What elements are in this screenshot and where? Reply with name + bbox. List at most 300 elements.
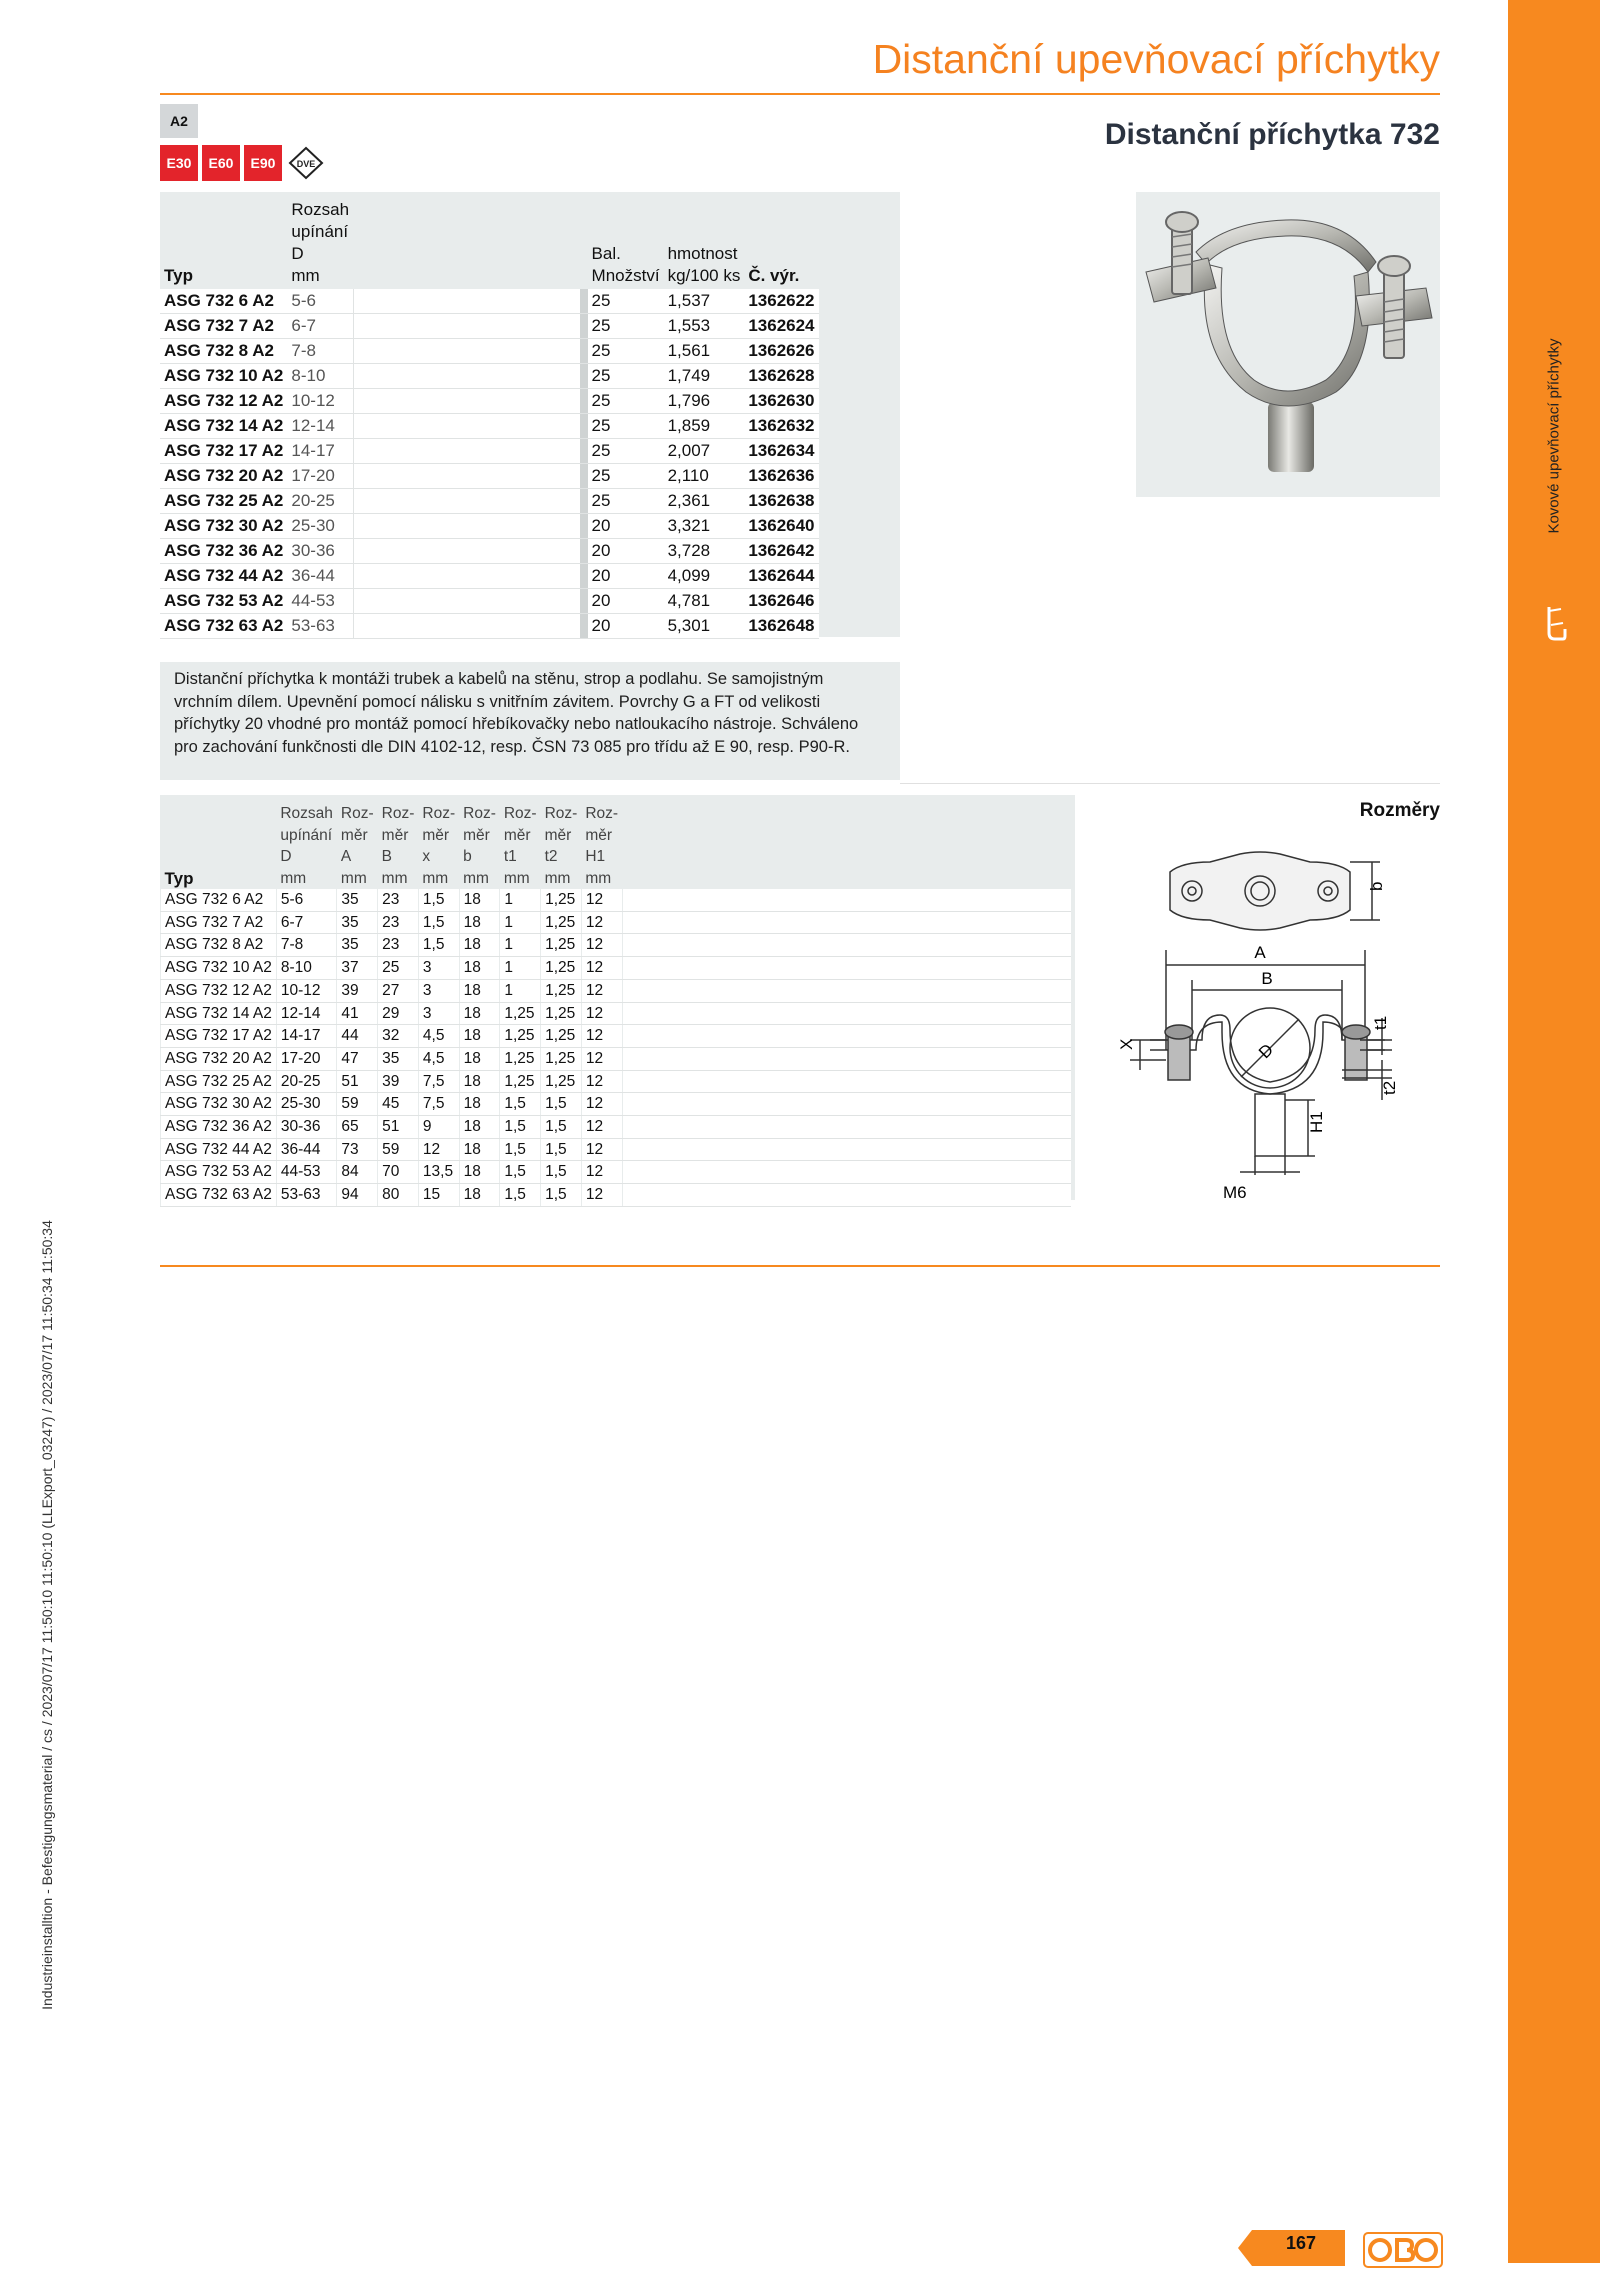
- dim-col-header: Roz- měr x mm: [422, 805, 456, 887]
- table-row: [160, 564, 819, 589]
- dim-cell: 1,5: [500, 1184, 541, 1207]
- table-row: [161, 1002, 1071, 1025]
- cell-qty: 20: [588, 564, 664, 589]
- dim-cell: 18: [459, 1116, 500, 1139]
- dim-cell: 1,5: [541, 1184, 582, 1207]
- cell-spacer: [353, 539, 580, 564]
- table-row: [161, 979, 1071, 1002]
- table-row: [161, 957, 1071, 980]
- cell-separator: [580, 389, 588, 414]
- dim-cell: 1,25: [500, 1025, 541, 1048]
- dim-cell: ASG 732 25 A2: [161, 1070, 277, 1093]
- dim-cell: 18: [459, 1184, 500, 1207]
- cell-weight: 4,099: [664, 564, 745, 589]
- fire-badge-e60: E60: [202, 145, 240, 181]
- cell-weight: 2,007: [664, 439, 745, 464]
- dim-cell: 18: [459, 957, 500, 980]
- dim-cell-filler: [622, 1161, 1071, 1184]
- cell-weight: 2,361: [664, 489, 745, 514]
- cell-typ: ASG 732 53 A2: [160, 589, 287, 614]
- cell-typ: ASG 732 63 A2: [160, 614, 287, 639]
- col-header-typ: Typ: [164, 266, 193, 285]
- dim-cell: 44-53: [276, 1161, 337, 1184]
- cell-separator: [580, 439, 588, 464]
- cell-separator: [580, 464, 588, 489]
- cell-weight: 3,321: [664, 514, 745, 539]
- dim-cell: 65: [337, 1116, 378, 1139]
- dim-col-header: Roz- měr B mm: [381, 805, 415, 887]
- cell-range: 14-17: [287, 439, 353, 464]
- dim-cell: 20-25: [276, 1070, 337, 1093]
- dim-cell: 1,5: [418, 889, 459, 911]
- cell-range: 25-30: [287, 514, 353, 539]
- cell-qty: 20: [588, 514, 664, 539]
- dim-col-filler: [622, 795, 1071, 889]
- cell-article: 1362644: [744, 564, 818, 589]
- dim-label-b: b: [1367, 881, 1386, 891]
- dim-cell: 1,25: [541, 889, 582, 911]
- dim-cell: 8-10: [276, 957, 337, 980]
- dim-cell: 18: [459, 911, 500, 934]
- dim-cell: 1,5: [500, 1116, 541, 1139]
- dim-cell: 18: [459, 1138, 500, 1161]
- dim-cell: 10-12: [276, 979, 337, 1002]
- dim-cell: 51: [337, 1070, 378, 1093]
- product-description: Distanční příchytka k montáži trubek a kabelů na stěnu, strop a podlahu. Se samojistným vrchním dílem. Upevnění pomocí nálisku s vnitřním závitem. Povrchy G a FT od velikosti příchytky 20 vhodné pro montáž pomocí hřebíkovačky nebo natloukacího nástroje. Schváleno pro zachování funkčnosti dle DIN 4102-12, resp. ČSN 73 085 pro třídu až E 90, resp. P90-R.: [174, 670, 859, 756]
- dim-cell: 1: [500, 979, 541, 1002]
- dim-col-header: Roz- měr t2 mm: [544, 805, 578, 887]
- dim-cell: 44: [337, 1025, 378, 1048]
- dim-cell: 25: [378, 957, 419, 980]
- cell-separator: [580, 539, 588, 564]
- cell-article: 1362646: [744, 589, 818, 614]
- cell-typ: ASG 732 12 A2: [160, 389, 287, 414]
- dim-cell: 1,5: [541, 1138, 582, 1161]
- cell-qty: 25: [588, 289, 664, 314]
- dim-cell: 35: [378, 1047, 419, 1070]
- cell-spacer: [353, 464, 580, 489]
- cell-typ: ASG 732 6 A2: [160, 289, 287, 314]
- dim-cell: 30-36: [276, 1116, 337, 1139]
- table-row: [161, 1093, 1071, 1116]
- cell-separator: [580, 614, 588, 639]
- dim-cell: 18: [459, 979, 500, 1002]
- dim-cell: 84: [337, 1161, 378, 1184]
- table-row: [160, 514, 819, 539]
- cell-separator: [580, 514, 588, 539]
- dim-cell: 18: [459, 934, 500, 957]
- dim-cell: 13,5: [418, 1161, 459, 1184]
- cell-weight: 4,781: [664, 589, 745, 614]
- dim-cell: 12: [581, 979, 622, 1002]
- dim-cell: 27: [378, 979, 419, 1002]
- dim-col-header: Roz- měr b mm: [463, 805, 496, 887]
- article-table: [160, 192, 819, 639]
- dim-cell: 1,25: [541, 911, 582, 934]
- dim-cell: 1,25: [541, 1047, 582, 1070]
- table-row: [160, 489, 819, 514]
- cell-qty: 20: [588, 589, 664, 614]
- dim-cell: 53-63: [276, 1184, 337, 1207]
- dim-cell: 59: [378, 1138, 419, 1161]
- cell-qty: 25: [588, 314, 664, 339]
- dim-cell: ASG 732 63 A2: [161, 1184, 277, 1207]
- cell-range: 20-25: [287, 489, 353, 514]
- dim-cell: 18: [459, 1025, 500, 1048]
- cell-weight: 1,537: [664, 289, 745, 314]
- dim-cell: 12: [581, 1138, 622, 1161]
- dim-cell: 1,25: [541, 979, 582, 1002]
- dim-cell: ASG 732 44 A2: [161, 1138, 277, 1161]
- cell-spacer: [353, 439, 580, 464]
- table-row: [160, 439, 819, 464]
- dim-cell: 70: [378, 1161, 419, 1184]
- cell-article: 1362630: [744, 389, 818, 414]
- cell-typ: ASG 732 30 A2: [160, 514, 287, 539]
- dim-cell: ASG 732 53 A2: [161, 1161, 277, 1184]
- table-row: [161, 934, 1071, 957]
- dim-cell: 35: [337, 934, 378, 957]
- dim-cell: 29: [378, 1002, 419, 1025]
- dim-cell: ASG 732 8 A2: [161, 934, 277, 957]
- col-header-spacer: [353, 192, 580, 289]
- col-header-weight: hmotnost kg/100 ks: [667, 244, 741, 285]
- cell-typ: ASG 732 10 A2: [160, 364, 287, 389]
- dim-cell: 12: [581, 1184, 622, 1207]
- dim-cell: 1,5: [541, 1161, 582, 1184]
- dim-cell: 12: [581, 1116, 622, 1139]
- cell-spacer: [353, 314, 580, 339]
- cell-article: 1362626: [744, 339, 818, 364]
- cell-qty: 25: [588, 414, 664, 439]
- clip-category-icon: [1543, 603, 1567, 648]
- dim-cell: 12: [581, 1047, 622, 1070]
- table-row: [160, 589, 819, 614]
- cell-article: 1362642: [744, 539, 818, 564]
- cell-qty: 25: [588, 489, 664, 514]
- cell-typ: ASG 732 8 A2: [160, 339, 287, 364]
- dim-cell: 35: [337, 889, 378, 911]
- dim-cell: 12: [581, 889, 622, 911]
- dim-cell: 41: [337, 1002, 378, 1025]
- table-row: [161, 1070, 1071, 1093]
- cell-weight: 2,110: [664, 464, 745, 489]
- dim-cell: 1,25: [500, 1070, 541, 1093]
- table-row: [161, 1116, 1071, 1139]
- cell-typ: ASG 732 44 A2: [160, 564, 287, 589]
- table-row: [160, 289, 819, 314]
- dim-cell-filler: [622, 934, 1071, 957]
- dim-cell: 45: [378, 1093, 419, 1116]
- dim-cell: 18: [459, 1002, 500, 1025]
- cell-spacer: [353, 389, 580, 414]
- table-row: [161, 1047, 1071, 1070]
- dim-cell: 18: [459, 1047, 500, 1070]
- dim-cell: 12: [581, 957, 622, 980]
- cell-separator: [580, 564, 588, 589]
- dim-cell: 59: [337, 1093, 378, 1116]
- vde-logo: [287, 145, 325, 186]
- col-header-article: Č. výr.: [748, 266, 800, 285]
- dim-col-header: Roz- měr H1 mm: [585, 805, 619, 887]
- cell-typ: ASG 732 17 A2: [160, 439, 287, 464]
- cell-range: 53-63: [287, 614, 353, 639]
- dim-cell-filler: [622, 911, 1071, 934]
- dim-cell-filler: [622, 1070, 1071, 1093]
- cell-qty: 25: [588, 389, 664, 414]
- cell-article: 1362622: [744, 289, 818, 314]
- svg-text:DVE: DVE: [296, 159, 316, 169]
- table-row: [160, 339, 819, 364]
- obo-logo: [1363, 2232, 1443, 2273]
- dim-col-header: Roz- měr t1 mm: [503, 805, 537, 887]
- material-badge: A2: [160, 104, 198, 138]
- dim-col-header: Rozsah upínání D mm: [280, 805, 333, 887]
- table-row: [161, 1138, 1071, 1161]
- sidebar-category-label: Kovové upevňovací příchytky: [1545, 338, 1563, 534]
- dim-cell-filler: [622, 1047, 1071, 1070]
- table-row: [160, 364, 819, 389]
- product-photo: [1136, 192, 1440, 497]
- dim-cell-filler: [622, 1025, 1071, 1048]
- cell-weight: 1,561: [664, 339, 745, 364]
- dim-cell-filler: [622, 1116, 1071, 1139]
- dim-cell: 18: [459, 889, 500, 911]
- col-header-range: Rozsah upínání D mm: [291, 200, 350, 285]
- dim-cell-filler: [622, 889, 1071, 911]
- dim-label-m6: M6: [1223, 1183, 1247, 1202]
- table-row: [160, 614, 819, 639]
- dim-label-a: A: [1254, 943, 1266, 962]
- cell-article: 1362648: [744, 614, 818, 639]
- dim-cell: 1: [500, 957, 541, 980]
- dim-cell: 1,5: [541, 1093, 582, 1116]
- dim-label-b-upper: B: [1261, 969, 1273, 988]
- dim-cell: ASG 732 12 A2: [161, 979, 277, 1002]
- page-header-title: Distanční upevňovací příchytky: [872, 36, 1440, 82]
- dim-cell: 3: [418, 1002, 459, 1025]
- cell-range: 17-20: [287, 464, 353, 489]
- fire-badge-e90: E90: [244, 145, 282, 181]
- dim-cell: 17-20: [276, 1047, 337, 1070]
- dim-cell: 9: [418, 1116, 459, 1139]
- dim-cell: ASG 732 36 A2: [161, 1116, 277, 1139]
- cell-separator: [580, 589, 588, 614]
- cell-spacer: [353, 364, 580, 389]
- cell-article: 1362640: [744, 514, 818, 539]
- dim-cell: 39: [337, 979, 378, 1002]
- dim-cell-filler: [622, 1138, 1071, 1161]
- dim-cell: 1: [500, 911, 541, 934]
- cell-weight: 1,859: [664, 414, 745, 439]
- dim-cell: 1: [500, 934, 541, 957]
- cell-range: 12-14: [287, 414, 353, 439]
- table-row: [160, 389, 819, 414]
- dim-cell: 12: [418, 1138, 459, 1161]
- cell-separator: [580, 489, 588, 514]
- dim-cell: 3: [418, 957, 459, 980]
- cell-typ: ASG 732 25 A2: [160, 489, 287, 514]
- cell-range: 36-44: [287, 564, 353, 589]
- cell-spacer: [353, 514, 580, 539]
- bottom-divider: [160, 1265, 1440, 1267]
- cell-weight: 3,728: [664, 539, 745, 564]
- page-number: 167: [1286, 2233, 1317, 2253]
- dimension-drawing: [1110, 850, 1440, 1215]
- dim-cell: 35: [337, 911, 378, 934]
- cell-separator: [580, 289, 588, 314]
- dim-cell: 39: [378, 1070, 419, 1093]
- dim-cell: 25-30: [276, 1093, 337, 1116]
- cell-spacer: [353, 339, 580, 364]
- dim-cell: 4,5: [418, 1047, 459, 1070]
- dim-cell: 1,5: [500, 1093, 541, 1116]
- dim-cell: ASG 732 17 A2: [161, 1025, 277, 1048]
- dim-cell: 23: [378, 934, 419, 957]
- dim-cell: 7-8: [276, 934, 337, 957]
- dim-cell: 18: [459, 1093, 500, 1116]
- cell-article: 1362638: [744, 489, 818, 514]
- dim-cell: 1,5: [418, 934, 459, 957]
- cell-spacer: [353, 489, 580, 514]
- table-row: [161, 1025, 1071, 1048]
- dim-cell: 1,25: [541, 957, 582, 980]
- dim-label-d: D: [1255, 1040, 1278, 1063]
- dim-cell: 12: [581, 1161, 622, 1184]
- dim-cell: 12: [581, 1025, 622, 1048]
- dim-cell: 12: [581, 1093, 622, 1116]
- cell-spacer: [353, 414, 580, 439]
- dimension-table: [160, 795, 1071, 1207]
- dim-label-x: X: [1117, 1038, 1136, 1050]
- cell-article: 1362636: [744, 464, 818, 489]
- table-row: [160, 539, 819, 564]
- dimensions-title: Rozměry: [1359, 800, 1440, 821]
- dim-cell: ASG 732 14 A2: [161, 1002, 277, 1025]
- cell-separator: [580, 339, 588, 364]
- header-divider: [160, 93, 1440, 95]
- cell-range: 8-10: [287, 364, 353, 389]
- dim-cell: 4,5: [418, 1025, 459, 1048]
- dim-label-h1: H1: [1307, 1111, 1326, 1133]
- dim-cell: 6-7: [276, 911, 337, 934]
- dim-cell: 51: [378, 1116, 419, 1139]
- table-row: [161, 889, 1071, 911]
- cell-range: 44-53: [287, 589, 353, 614]
- cell-separator: [580, 414, 588, 439]
- cell-qty: 25: [588, 339, 664, 364]
- dim-cell: 3: [418, 979, 459, 1002]
- cell-weight: 1,796: [664, 389, 745, 414]
- dim-cell: 73: [337, 1138, 378, 1161]
- dim-cell-filler: [622, 1184, 1071, 1207]
- dim-cell-filler: [622, 1093, 1071, 1116]
- dim-col-header: Roz- měr A mm: [340, 805, 374, 887]
- cell-separator: [580, 364, 588, 389]
- cell-range: 6-7: [287, 314, 353, 339]
- cell-qty: 25: [588, 364, 664, 389]
- dim-cell: 80: [378, 1184, 419, 1207]
- cell-range: 5-6: [287, 289, 353, 314]
- cell-qty: 20: [588, 614, 664, 639]
- dim-cell: 1,5: [541, 1116, 582, 1139]
- product-title: Distanční příchytka 732: [1104, 118, 1440, 151]
- dim-cell: 12: [581, 934, 622, 957]
- cell-weight: 5,301: [664, 614, 745, 639]
- dim-label-t2: t2: [1380, 1080, 1399, 1095]
- cell-weight: 1,749: [664, 364, 745, 389]
- cell-typ: ASG 732 14 A2: [160, 414, 287, 439]
- dim-cell: 12-14: [276, 1002, 337, 1025]
- cell-separator: [580, 314, 588, 339]
- dim-cell: 47: [337, 1047, 378, 1070]
- dim-col-header: Typ: [164, 868, 194, 888]
- cell-spacer: [353, 589, 580, 614]
- cell-qty: 20: [588, 539, 664, 564]
- dim-cell: ASG 732 30 A2: [161, 1093, 277, 1116]
- dim-cell: 1,5: [500, 1138, 541, 1161]
- cell-article: 1362628: [744, 364, 818, 389]
- cell-article: 1362624: [744, 314, 818, 339]
- dim-cell: 14-17: [276, 1025, 337, 1048]
- cell-range: 30-36: [287, 539, 353, 564]
- table-row: [161, 1184, 1071, 1207]
- dim-label-t1: t1: [1371, 1015, 1390, 1030]
- cell-range: 7-8: [287, 339, 353, 364]
- dim-cell: 1,25: [541, 1025, 582, 1048]
- cell-article: 1362634: [744, 439, 818, 464]
- dim-cell-filler: [622, 979, 1071, 1002]
- section-divider: [900, 783, 1440, 784]
- dim-cell: 12: [581, 1002, 622, 1025]
- dim-cell: 18: [459, 1161, 500, 1184]
- cell-spacer: [353, 289, 580, 314]
- dim-cell: 94: [337, 1184, 378, 1207]
- dim-cell: 1,5: [500, 1161, 541, 1184]
- col-header-qty: Bal. Množství: [591, 244, 660, 285]
- col-header-sep: [580, 192, 588, 289]
- dim-cell: 12: [581, 1070, 622, 1093]
- dim-cell: 1,25: [541, 1070, 582, 1093]
- dim-cell: 1,25: [541, 1002, 582, 1025]
- dim-cell: 23: [378, 911, 419, 934]
- cell-typ: ASG 732 20 A2: [160, 464, 287, 489]
- export-metadata-text: Industrieinstalltion - Befestigungsmaterial / cs / 2023/07/17 11:50:10 11:50:10 (LLExport_03247) / 2023/07/17 11:50:34 11:50:34: [39, 1220, 55, 2010]
- dim-cell: 1: [500, 889, 541, 911]
- cell-spacer: [353, 564, 580, 589]
- table-row: [161, 911, 1071, 934]
- dim-cell: 23: [378, 889, 419, 911]
- dim-cell: 1,25: [500, 1002, 541, 1025]
- dim-cell: 7,5: [418, 1070, 459, 1093]
- dim-cell-filler: [622, 957, 1071, 980]
- table-row: [160, 414, 819, 439]
- dim-cell: ASG 732 6 A2: [161, 889, 277, 911]
- dim-cell: 36-44: [276, 1138, 337, 1161]
- cell-qty: 25: [588, 439, 664, 464]
- dim-cell: ASG 732 7 A2: [161, 911, 277, 934]
- cell-typ: ASG 732 36 A2: [160, 539, 287, 564]
- dim-cell-filler: [622, 1002, 1071, 1025]
- dim-cell: 15: [418, 1184, 459, 1207]
- dim-cell: 37: [337, 957, 378, 980]
- table-row: [160, 464, 819, 489]
- dim-cell: 32: [378, 1025, 419, 1048]
- dim-cell: 5-6: [276, 889, 337, 911]
- cell-qty: 25: [588, 464, 664, 489]
- dim-cell: 1,25: [541, 934, 582, 957]
- dim-cell: 1,5: [418, 911, 459, 934]
